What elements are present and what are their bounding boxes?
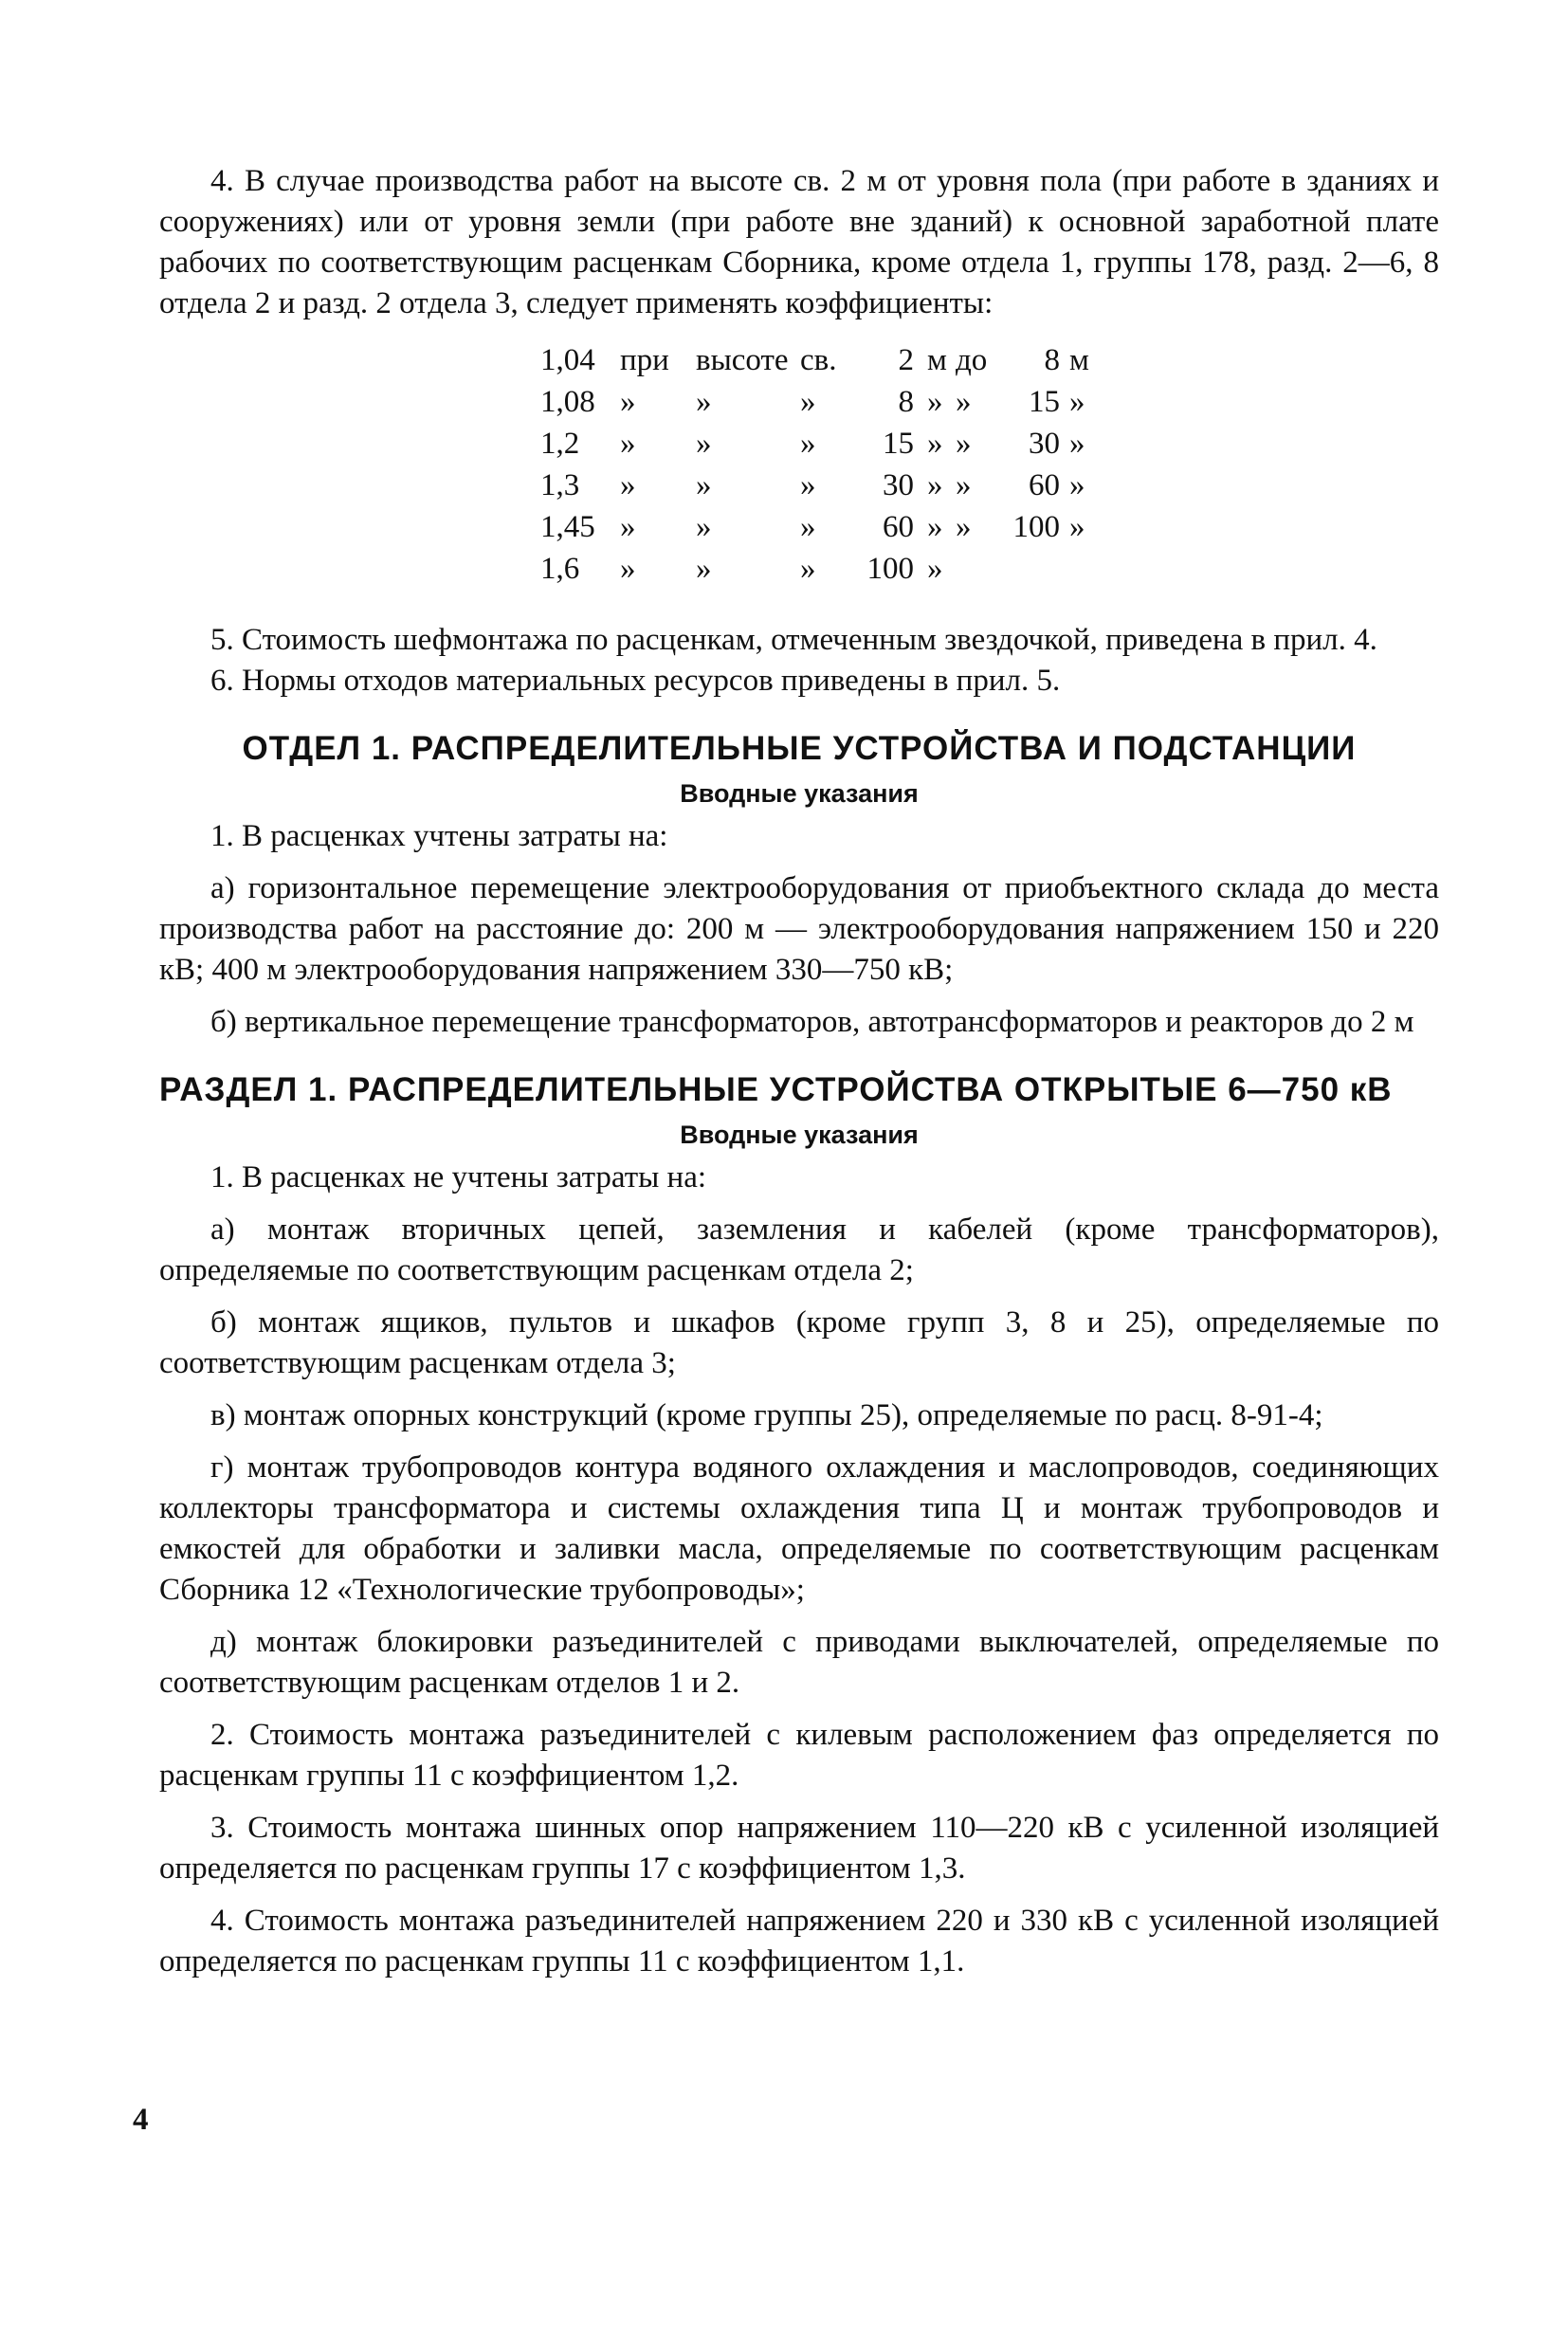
- coefficient-row: [540, 385, 1098, 427]
- coefficient-cell-k: 1,04: [540, 343, 595, 377]
- coefficient-cell-k: 1,08: [540, 385, 595, 419]
- coefficient-cell-to: 100: [1012, 510, 1060, 544]
- part-1-item-d: д) монтаж блокировки разъединителей с приводами выключателей, определяемые по соответствующим расценкам отделов 1 и 2.: [159, 1625, 1439, 1700]
- coefficient-cell-a: »: [620, 468, 636, 502]
- coefficient-cell-m1: »: [927, 468, 943, 502]
- coefficient-cell-from: 100: [866, 552, 914, 586]
- part-1-subtitle: Вводные указания: [680, 1121, 919, 1149]
- section-1-paragraph-1: 1. В расценках учтены затраты на:: [210, 819, 668, 853]
- coefficient-cell-to-word: »: [956, 510, 972, 544]
- intro-paragraph-4: 4. В случае производства работ на высоте св. 2 м от уровня пола (при работе в зданиях и сооружениях) или от уровня земли (при работе вне зданий) к основной заработной плате рабочих по соответствующим расценкам Сборника, кроме отдела 1, группы 178, разд. 2—6, 8 отдела 2 и разд. 2 отдела 3, следует применять коэффициенты:: [159, 164, 1439, 320]
- coefficient-row: [540, 427, 1098, 468]
- coefficient-cell-c: »: [800, 510, 816, 544]
- coefficient-cell-m2: м: [1069, 343, 1089, 377]
- coefficient-cell-m1: »: [927, 385, 943, 419]
- coefficient-cell-from: 2: [898, 343, 914, 377]
- coefficient-cell-k: 1,2: [540, 427, 580, 461]
- coefficient-cell-m2: »: [1069, 427, 1085, 461]
- coefficient-cell-c: »: [800, 552, 816, 586]
- part-1-item-a: а) монтаж вторичных цепей, заземления и кабелей (кроме трансформаторов), определяемые по соответствующим расценкам отдела 2;: [159, 1212, 1439, 1287]
- coefficient-cell-from: 8: [898, 385, 914, 419]
- coefficient-cell-a: при: [620, 343, 669, 377]
- part-1-item-g: г) монтаж трубопроводов контура водяного охлаждения и маслопроводов, соединяющих коллекторы трансформатора и системы охлаждения типа Ц и монтаж трубопроводов и емкостей для обработки и заливки масла, определяемые по соответствующим расценкам Сборника 12 «Технологические трубопроводы»;: [159, 1450, 1439, 1607]
- part-1-paragraph-2: 2. Стоимость монтажа разъединителей с килевым расположением фаз определяется по расценкам группы 11 с коэффициентом 1,2.: [159, 1718, 1439, 1793]
- coefficient-cell-to: 15: [1029, 385, 1060, 419]
- intro-paragraph-6: 6. Нормы отходов материальных ресурсов приведены в прил. 5.: [210, 664, 1061, 698]
- height-coefficients-table: [540, 343, 1098, 593]
- coefficient-row: [540, 468, 1098, 510]
- coefficient-row: [540, 510, 1098, 552]
- section-1-item-b: б) вертикальное перемещение трансформаторов, автотрансформаторов и реакторов до 2 м: [210, 1005, 1414, 1039]
- part-1-item-b: б) монтаж ящиков, пультов и шкафов (кроме групп 3, 8 и 25), определяемые по соответствующим расценкам отдела 3;: [159, 1305, 1439, 1380]
- coefficient-row: [540, 552, 1098, 593]
- coefficient-cell-m2: »: [1069, 468, 1085, 502]
- coefficient-row: [540, 343, 1098, 385]
- coefficient-cell-b: »: [696, 468, 712, 502]
- coefficient-cell-c: »: [800, 385, 816, 419]
- section-1-title: ОТДЕЛ 1. РАСПРЕДЕЛИТЕЛЬНЫЕ УСТРОЙСТВА И ПОДСТАНЦИИ: [242, 730, 1357, 767]
- document-page: [159, 161, 1439, 1982]
- coefficient-cell-k: 1,6: [540, 552, 580, 586]
- coefficient-cell-to: 30: [1029, 427, 1060, 461]
- part-1-title: РАЗДЕЛ 1. РАСПРЕДЕЛИТЕЛЬНЫЕ УСТРОЙСТВА ОТКРЫТЫЕ 6—750 кВ: [159, 1071, 1393, 1108]
- coefficient-cell-to: [1003, 552, 1069, 593]
- section-1-item-a: а) горизонтальное перемещение электрооборудования от приобъектного склада до места производства работ на расстояние до: 200 м — электрооборудования напряжением 150 и 220 кВ; 400 м электрооборудования напряжением 330—750 кВ;: [159, 871, 1439, 987]
- coefficient-cell-b: »: [696, 552, 712, 586]
- coefficient-cell-a: »: [620, 385, 636, 419]
- coefficient-cell-to-word: до: [956, 343, 988, 377]
- coefficient-cell-from: 30: [883, 468, 914, 502]
- coefficient-cell-a: »: [620, 552, 636, 586]
- coefficient-cell-to: 8: [1044, 343, 1060, 377]
- intro-paragraph-5: 5. Стоимость шефмонтажа по расценкам, отмеченным звездочкой, приведена в прил. 4.: [210, 623, 1377, 657]
- coefficient-cell-from: 60: [883, 510, 914, 544]
- part-1-paragraph-3: 3. Стоимость монтажа шинных опор напряжением 110—220 кВ с усиленной изоляцией определяется по расценкам группы 17 с коэффициентом 1,3.: [159, 1811, 1439, 1886]
- coefficient-cell-m1: »: [927, 510, 943, 544]
- coefficient-cell-m1: м: [927, 343, 947, 377]
- coefficient-cell-to-word: [956, 552, 1003, 593]
- coefficient-cell-m2: »: [1069, 510, 1085, 544]
- part-1-item-v: в) монтаж опорных конструкций (кроме группы 25), определяемые по расц. 8-91-4;: [210, 1398, 1323, 1432]
- section-1-subtitle: Вводные указания: [680, 779, 919, 808]
- part-1-paragraph-1: 1. В расценках не учтены затраты на:: [210, 1160, 707, 1194]
- coefficient-cell-m1: »: [927, 552, 943, 586]
- coefficient-cell-m1: »: [927, 427, 943, 461]
- coefficient-cell-b: »: [696, 510, 712, 544]
- coefficient-cell-to-word: »: [956, 468, 972, 502]
- coefficient-cell-b: »: [696, 427, 712, 461]
- coefficient-cell-b: »: [696, 385, 712, 419]
- coefficient-cell-to-word: »: [956, 427, 972, 461]
- coefficient-cell-m2: »: [1069, 385, 1085, 419]
- coefficient-cell-k: 1,45: [540, 510, 595, 544]
- coefficient-cell-a: »: [620, 427, 636, 461]
- coefficient-cell-c: »: [800, 468, 816, 502]
- coefficient-cell-a: »: [620, 510, 636, 544]
- page-number: 4: [133, 2103, 149, 2137]
- part-1-paragraph-4: 4. Стоимость монтажа разъединителей напряжением 220 и 330 кВ с усиленной изоляцией определяется по расценкам группы 11 с коэффициентом 1,1.: [159, 1904, 1439, 1978]
- coefficient-cell-b: высоте: [696, 343, 789, 377]
- coefficient-cell-k: 1,3: [540, 468, 580, 502]
- coefficient-cell-from: 15: [883, 427, 914, 461]
- coefficient-cell-to-word: »: [956, 385, 972, 419]
- coefficient-cell-m2: [1069, 552, 1098, 593]
- coefficient-cell-to: 60: [1029, 468, 1060, 502]
- coefficient-cell-c: »: [800, 427, 816, 461]
- coefficient-cell-c: св.: [800, 343, 837, 377]
